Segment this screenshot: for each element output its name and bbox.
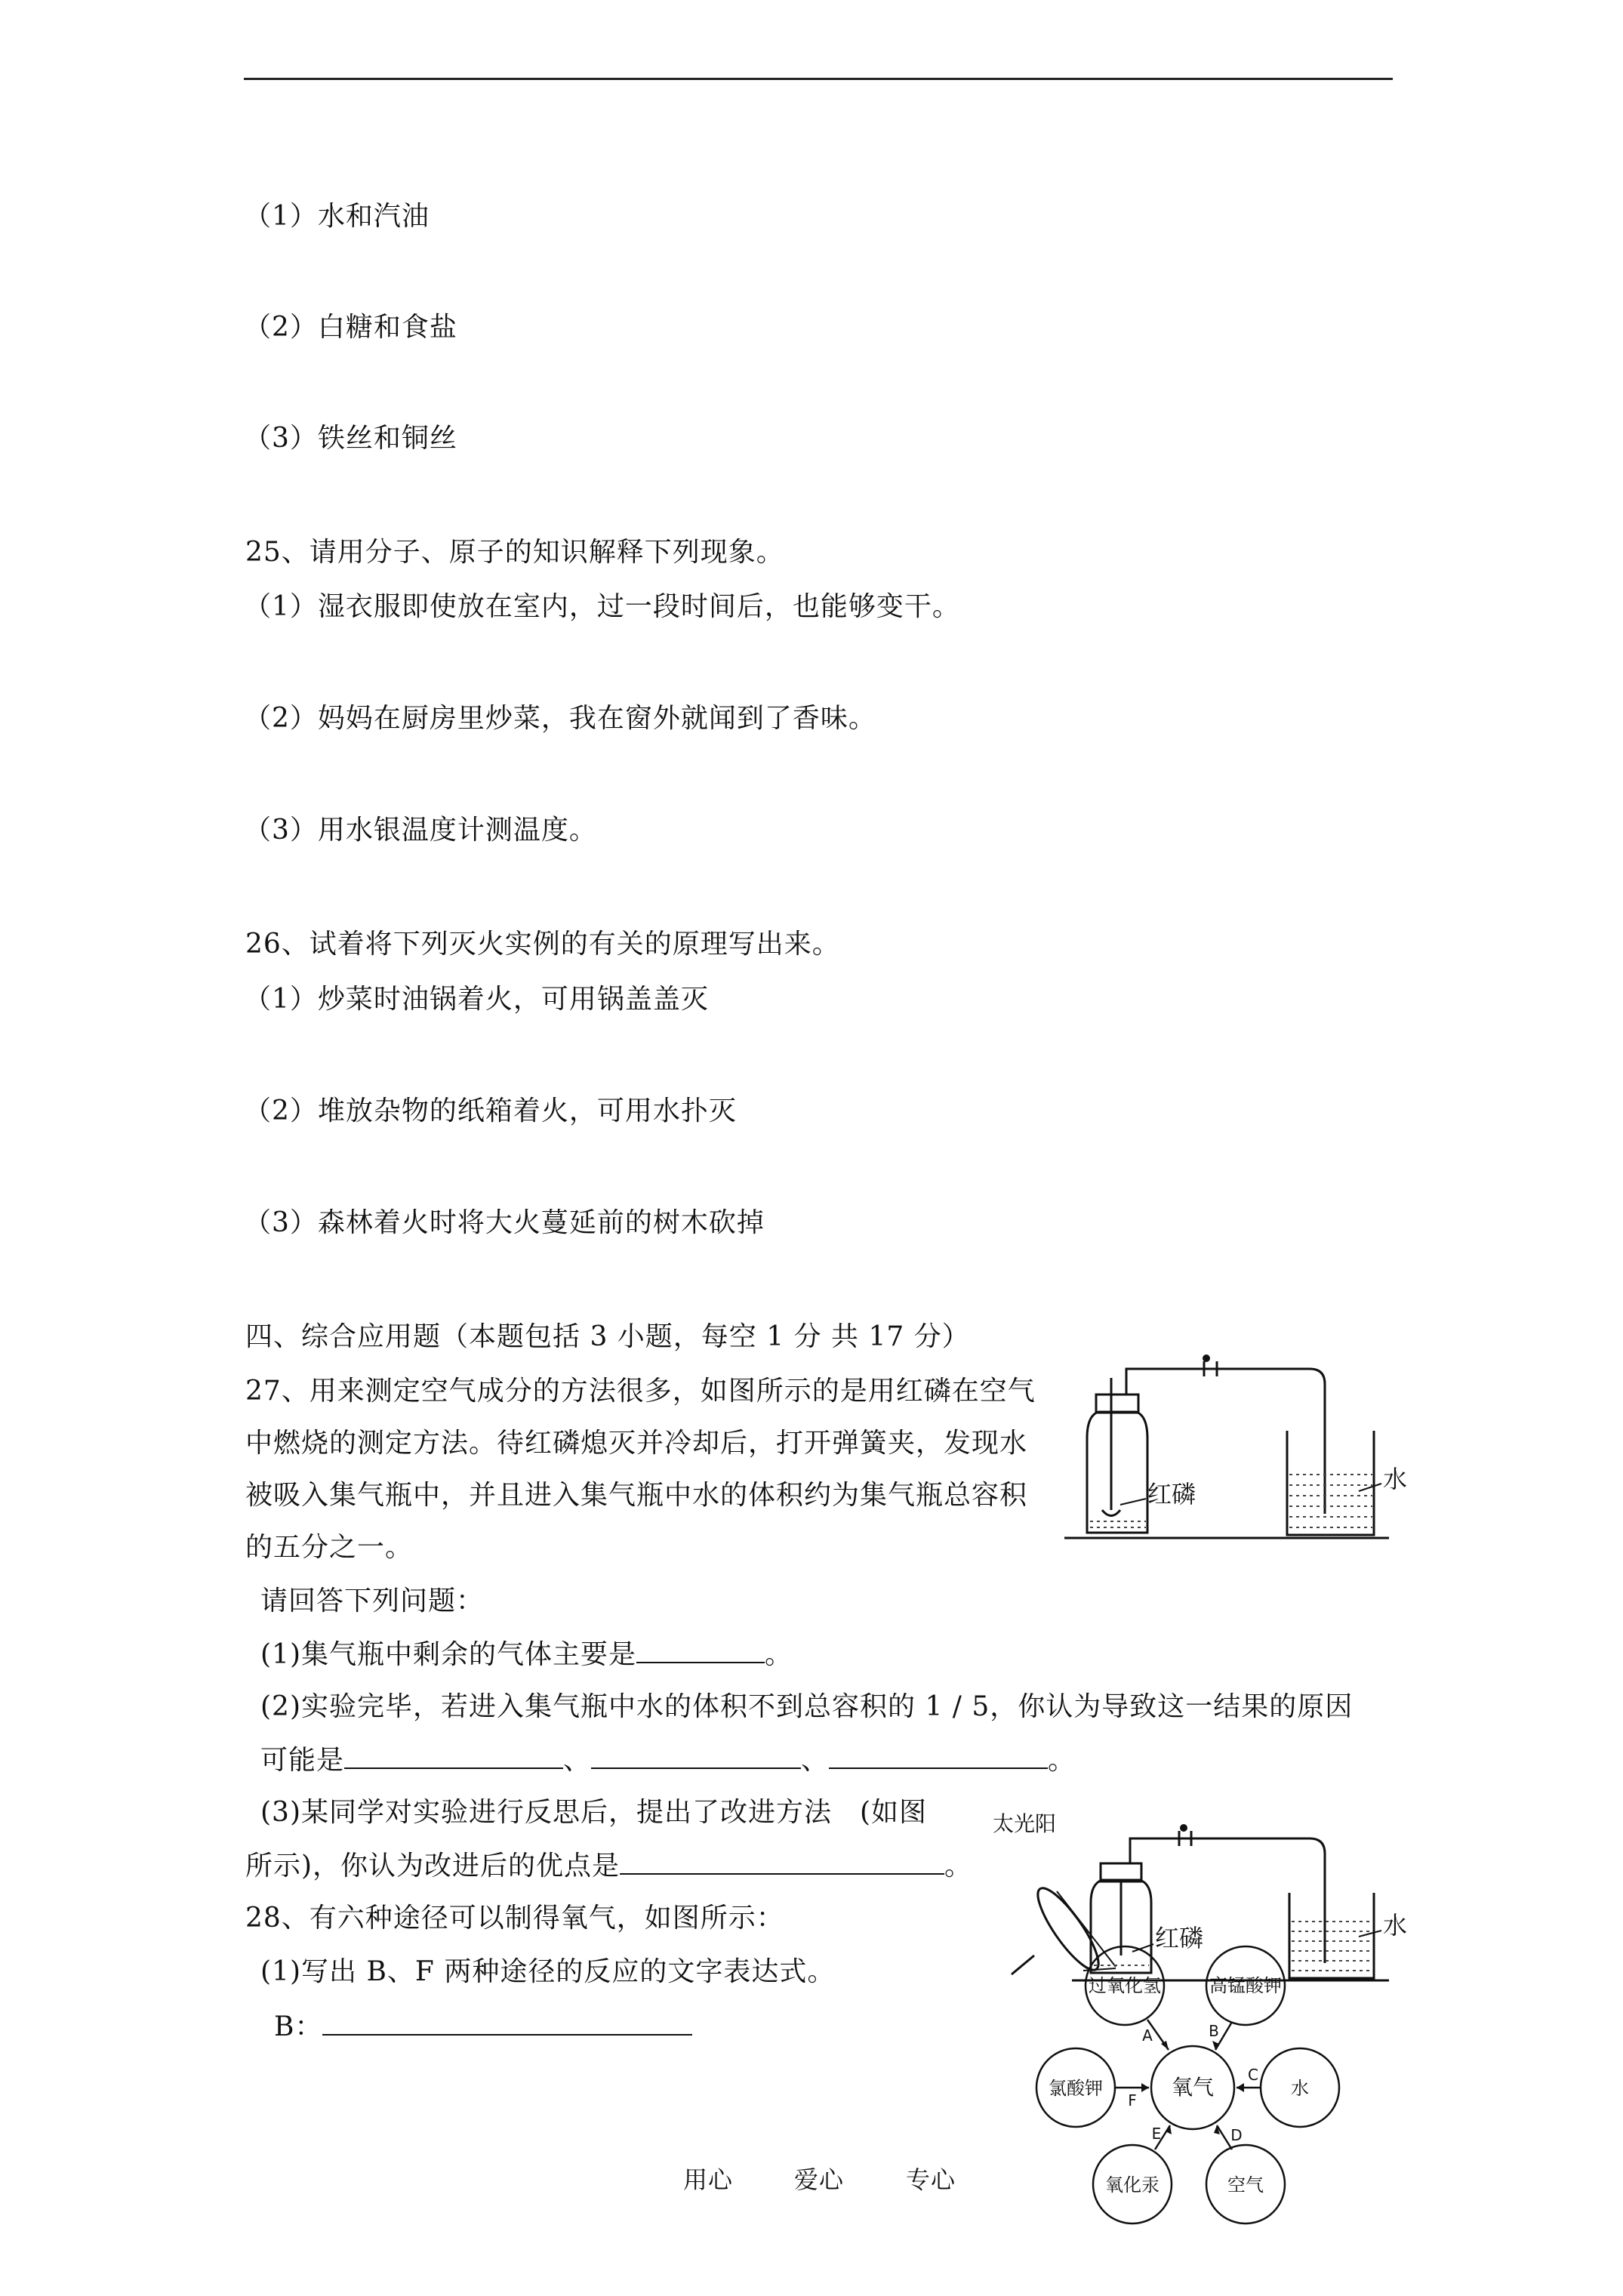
q24-item-1: （1）水和汽油 [244,201,430,232]
bottle-stopper [1101,1863,1141,1881]
answer-blank-advantage[interactable] [620,1848,944,1875]
magnifier-handle [1012,1955,1034,1974]
footer-word: 用心 [683,2165,734,2194]
q27-line-3: 被吸入集气瓶中，并且进入集气瓶中水的体积约为集气瓶总容积 [245,1480,1028,1511]
q27-sub-3-line-1: (3)某同学对实验进行反思后，提出了改进方法 (如图 [260,1797,928,1828]
figure-phosphorus-apparatus [1057,1340,1412,1559]
node-label: 过氧化氢 [1089,1975,1161,1996]
q27-sub-2-prefix: 可能是 [260,1745,345,1776]
spoon-cup [1102,1510,1120,1516]
q27-sub-1 [260,1636,793,1672]
node-label: 高锰酸钾 [1209,1975,1282,1996]
q27-sub-3-end: 。 [944,1851,973,1881]
q26-item-2: （2）堆放杂物的纸箱着火，可用水扑灭 [244,1096,737,1126]
node-label: 氧化汞 [1105,2174,1160,2196]
label-water: 水 [1383,1911,1408,1940]
node-label: 空气 [1227,2174,1264,2196]
q27-prompt: 请回答下列问题： [260,1586,485,1616]
arrow-label: D [1230,2126,1243,2144]
answer-blank-reason-3[interactable] [829,1742,1048,1769]
q24-item-2: （2）白糖和食盐 [244,312,457,343]
q26-stem: 26、试着将下列灭火实例的有关的原理写出来。 [245,929,840,960]
q25-item-1: （1）湿衣服即使放在室内，过一段时间后，也能够变干。 [244,591,960,622]
q25-item-2: （2）妈妈在厨房里炒菜，我在窗外就闻到了香味。 [244,703,876,734]
answer-blank-remaining-gas[interactable] [636,1636,765,1663]
answer-blank-expression-b[interactable] [322,2008,692,2036]
answer-blank-reason-2[interactable] [591,1742,801,1769]
q27-sub-3-line-2 [245,1848,972,1884]
arrow-d [1217,2125,1232,2150]
q28-stem: 28、有六种途径可以制得氧气，如图所示： [245,1903,784,1934]
separator: 、 [801,1745,830,1776]
label-phosphorus: 红磷 [1147,1480,1196,1509]
q27-sub-1-end: 。 [765,1639,793,1670]
figure-oxygen-routes [1034,1944,1351,2224]
arrow-label: C [1248,2066,1258,2084]
q27-sub-2-line-1: (2)实验完毕，若进入集气瓶中水的体积不到总容积的 1 / 5，你认为导致这一结果的原因 [260,1691,1354,1722]
q24-item-3: （3）铁丝和铜丝 [244,423,457,454]
q26-item-1: （1）炒菜时油锅着火，可用锅盖盖灭 [244,984,709,1015]
q27-line-4: 的五分之一。 [245,1532,414,1563]
answer-blank-reason-1[interactable] [344,1742,563,1769]
arrow-label: B [1209,2022,1219,2040]
header-rule [244,78,1393,80]
arrow-label: A [1142,2026,1153,2045]
label-phosphorus: 红磷 [1155,1924,1204,1952]
q26-item-3: （3）森林着火时将大火蔓延前的树木砍掉 [244,1207,765,1238]
beaker [1287,1431,1374,1535]
section-heading: 四、综合应用题（本题包括 3 小题，每空 1 分 共 17 分） [245,1321,970,1352]
footer-word: 专心 [906,2165,956,2194]
arrow-label: F [1128,2091,1137,2110]
q27-sub-1-text: (1)集气瓶中剩余的气体主要是 [260,1639,636,1670]
node-label: 水 [1291,2078,1309,2099]
q25-stem: 25、请用分子、原子的知识解释下列现象。 [245,537,784,568]
node-label: 氯酸钾 [1049,2078,1103,2099]
q27-sub-2-end: 。 [1048,1745,1076,1776]
q28-sub-1: (1)写出 B、F 两种途径的反应的文字表达式。 [260,1956,836,1987]
q27-sub-3-text: 所示)，你认为改进后的优点是 [245,1851,621,1881]
q27-line-2: 中燃烧的测定方法。待红磷熄灭并冷却后，打开弹簧夹，发现水 [245,1428,1028,1459]
q27-sub-2-line-2 [260,1742,1076,1778]
q28-b-label: B： [274,2011,323,2042]
q25-item-3: （3）用水银温度计测温度。 [244,815,597,846]
label-sunlight: 太光阳 [993,1811,1057,1836]
footer-word: 爱心 [794,2165,845,2194]
oxygen-label: 氧气 [1171,2075,1215,2100]
arrow-label: E [1151,2125,1162,2143]
label-water: 水 [1383,1465,1408,1493]
q27-line-1: 27、用来测定空气成分的方法很多，如图所示的是用红磷在空气 [245,1376,1036,1407]
separator: 、 [563,1745,592,1776]
q28-b-line [274,2008,692,2045]
bottle-stopper [1096,1395,1138,1413]
